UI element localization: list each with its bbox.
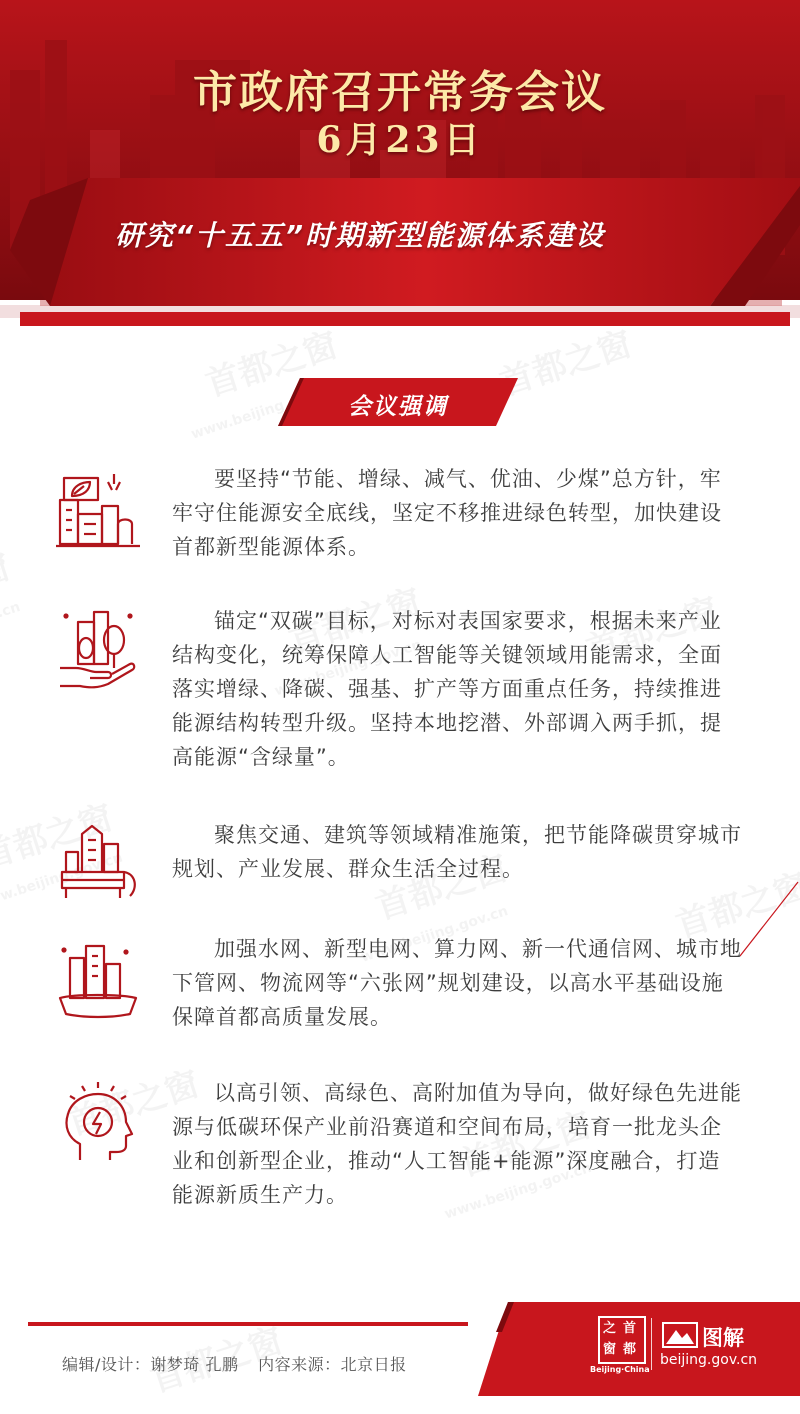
footer-divider — [651, 1318, 652, 1370]
graphic-label: 图解 — [702, 1326, 744, 1350]
meeting-date: 6月23日 — [316, 119, 484, 161]
watermark-url — [0, 599, 22, 662]
head-energy-icon — [56, 1080, 140, 1164]
source-credit: 内容来源：北京日报 — [258, 1355, 407, 1374]
section-badge — [278, 378, 518, 426]
meeting-topic: 研究“十五五”时期新型能源体系建设 — [115, 219, 606, 252]
header-banner — [0, 0, 800, 340]
building-leaf-icon — [56, 468, 140, 552]
city-infrastructure-icon — [56, 822, 140, 906]
watermark-text — [0, 547, 15, 627]
decor-line — [740, 880, 800, 960]
item-text: 要坚持“节能、增绿、减气、优油、少煤”总方针，牢牢守住能源安全底线，坚定不移推进绿色转型，加快建设首都新型能源体系。 — [172, 467, 722, 559]
site-url[interactable]: beijing.gov.cn — [660, 1352, 758, 1368]
item-text: 聚焦交通、建筑等领域精准施策，把节能降碳贯穿城市规划、产业发展、群众生活全过程。 — [172, 823, 742, 881]
city-hand-icon — [56, 608, 140, 692]
section-label: 会议强调 — [348, 394, 448, 420]
item-text: 锚定“双碳”目标，对标对表国家要求，根据未来产业结构变化，统筹保障人工智能等关键领域用能需求，全面落实增绿、降碳、强基、扩产等方面重点任务，持续推进能源结构转型升级。坚持本地挖潜、外部调入两手抓，提高能源“含绿量”。 — [172, 609, 722, 769]
footer-rule — [28, 1322, 468, 1326]
beijing-logo: 之 首 窗 都 — [598, 1316, 646, 1364]
logo-subtitle: Beijing·China — [590, 1365, 650, 1374]
page-title: 市政府召开常务会议 — [193, 67, 607, 118]
footer-credits — [62, 1352, 421, 1375]
city-network-icon — [56, 938, 140, 1022]
item-text: 加强水网、新型电网、算力网、新一代通信网、城市地下管网、物流网等“六张网”规划建设，以高水平基础设施保障首都高质量发展。 — [172, 937, 742, 1029]
mountain-icon — [662, 1322, 698, 1348]
header-background — [0, 0, 800, 340]
editor-credit: 编辑/设计：谢梦琦 孔鹏 — [62, 1355, 239, 1374]
item-text: 以高引领、高绿色、高附加值为导向，做好绿色先进能源与低碳环保产业前沿赛道和空间布局，培育一批龙头企业和创新型企业，推动“人工智能+能源”深度融合，打造能源新质生产力。 — [172, 1081, 742, 1207]
